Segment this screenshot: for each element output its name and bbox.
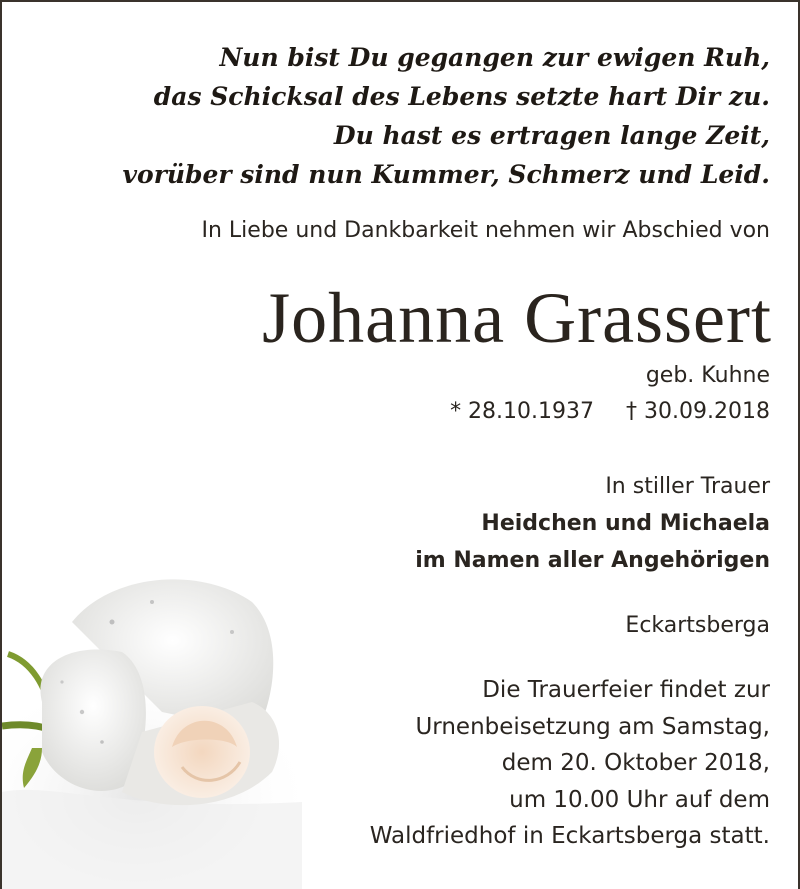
funeral-info	[370, 672, 770, 855]
mourners	[415, 468, 770, 579]
funeral-line: Waldfriedhof in Eckartsberga statt.	[369, 823, 770, 849]
funeral-line: um 10.00 Uhr auf dem	[509, 786, 770, 813]
mourners-intro: In stiller Trauer	[605, 474, 770, 499]
life-dates	[450, 396, 770, 428]
place-name: Eckartsberga	[625, 613, 770, 638]
poem-line: Nun bist Du gegangen zur ewigen Ruh,	[219, 43, 770, 72]
funeral-line: Die Trauerfeier findet zur	[482, 677, 770, 703]
death-date: † 30.09.2018	[626, 399, 770, 424]
white-rose-image	[2, 562, 302, 889]
poem-line: Du hast es ertragen lange Zeit,	[333, 121, 770, 150]
poem-line: das Schicksal des Lebens setzte hart Dir zu.	[153, 82, 770, 111]
birth-date: * 28.10.1937	[450, 399, 595, 424]
poem	[123, 38, 771, 194]
poem-line: vorüber sind nun Kummer, Schmerz und Leid.	[122, 160, 770, 189]
mourners-name: im Namen aller Angehörigen	[415, 548, 770, 573]
deceased-name: Johanna Grassert	[262, 278, 772, 358]
farewell-intro: In Liebe und Dankbarkeit nehmen wir Abschied von	[201, 218, 770, 243]
mourners-name: Heidchen und Michaela	[481, 511, 770, 536]
maiden-name: geb. Kuhne	[645, 363, 770, 388]
funeral-line: dem 20. Oktober 2018,	[501, 750, 770, 776]
funeral-line: Urnenbeisetzung am Samstag,	[415, 713, 770, 740]
